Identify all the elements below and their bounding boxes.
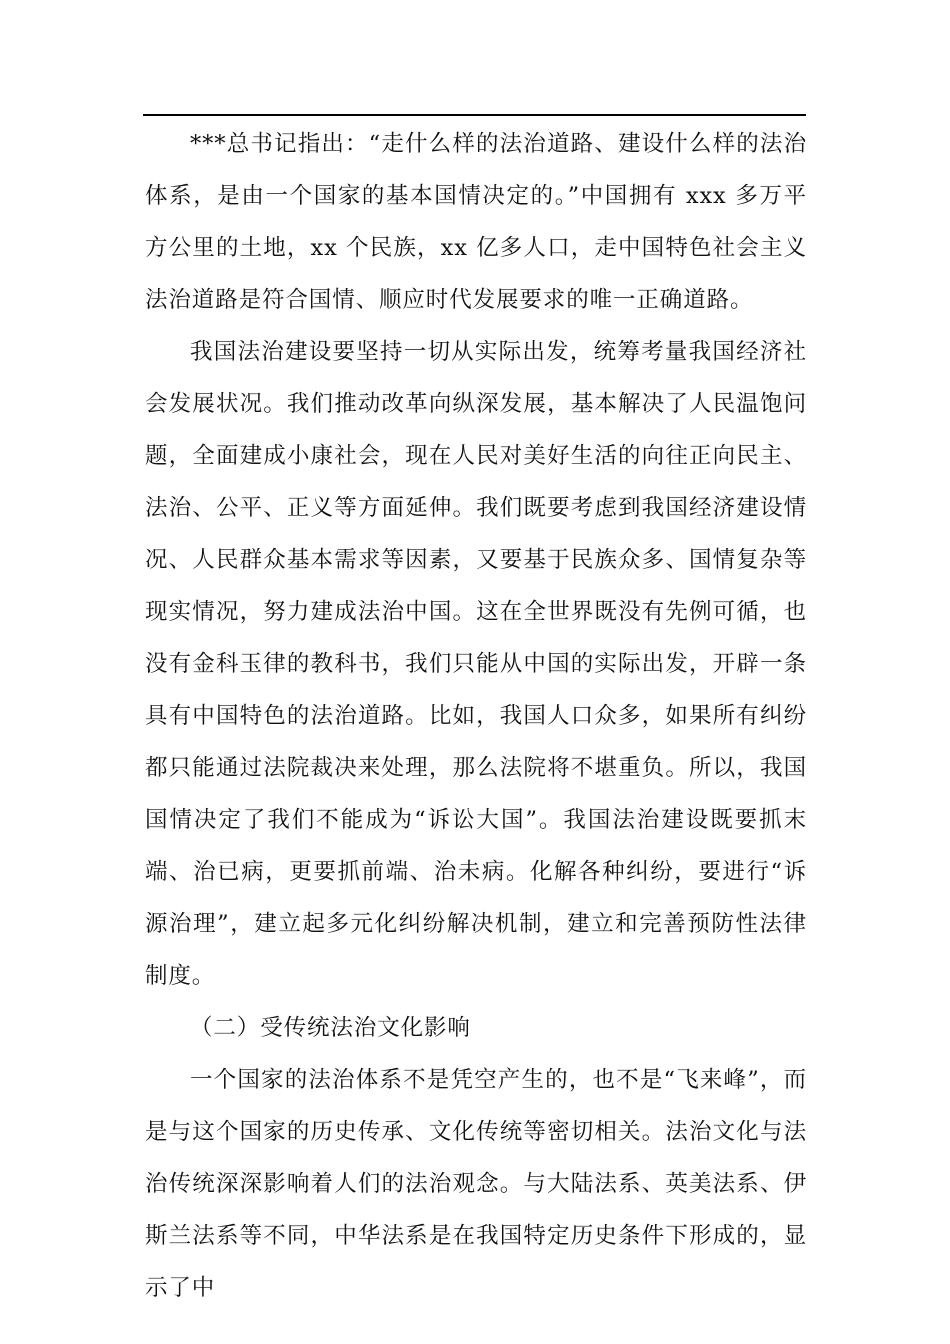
paragraph-practical-development: 我国法治建设要坚持一切从实际出发，统筹考量我国经济社会发展状况。我们推动改革向纵深发展，基本解决了人民温饱问题，全面建成小康社会，现在人民对美好生活的向往正向民主、法治、公平、正义等方面延伸。我们既要考虑到我国经济建设情况、人民群众基本需求等因素，又要基于民族众多、国情复杂等现实情况，努力建成法治中国。这在全世界既没有先例可循，也没有金科玉律的教科书，我们只能从中国的实际出发，开辟一条具有中国特色的法治道路。比如，我国人口众多，如果所有纠纷都只能通过法院裁决来处理，那么法院将不堪重负。所以，我国国情决定了我们不能成为“诉讼大国”。我国法治建设既要抓末端、治已病，更要抓前端、治未病。化解各种纠纷，要进行“诉源治理”，建立起多元化纠纷解决机制，建立和完善预防性法律制度。 xyxy=(145,339,807,989)
document-body xyxy=(145,118,807,1314)
section-heading-traditional-culture: （二）受传统法治文化影响 xyxy=(190,1015,471,1041)
paragraph-legal-tradition: 一个国家的法治体系不是凭空产生的，也不是“飞来峰”，而是与这个国家的历史传承、文化传统等密切相关。法治文化与法治传统深深影响着人们的法治观念。与大陆法系、英美法系、伊斯兰法系等不同，中华法系是在我国特定历史条件下形成的，显示了中 xyxy=(145,1067,807,1301)
paragraph-national-conditions: ***总书记指出：“走什么样的法治道路、建设什么样的法治体系，是由一个国家的基本国情决定的。”中国拥有 xxx 多万平方公里的土地，xx 个民族，xx 亿多人口，走中国特色社会主义法治道路是符合国情、顺应时代发展要求的唯一正确道路。 xyxy=(145,131,807,313)
header-rule xyxy=(143,114,806,116)
